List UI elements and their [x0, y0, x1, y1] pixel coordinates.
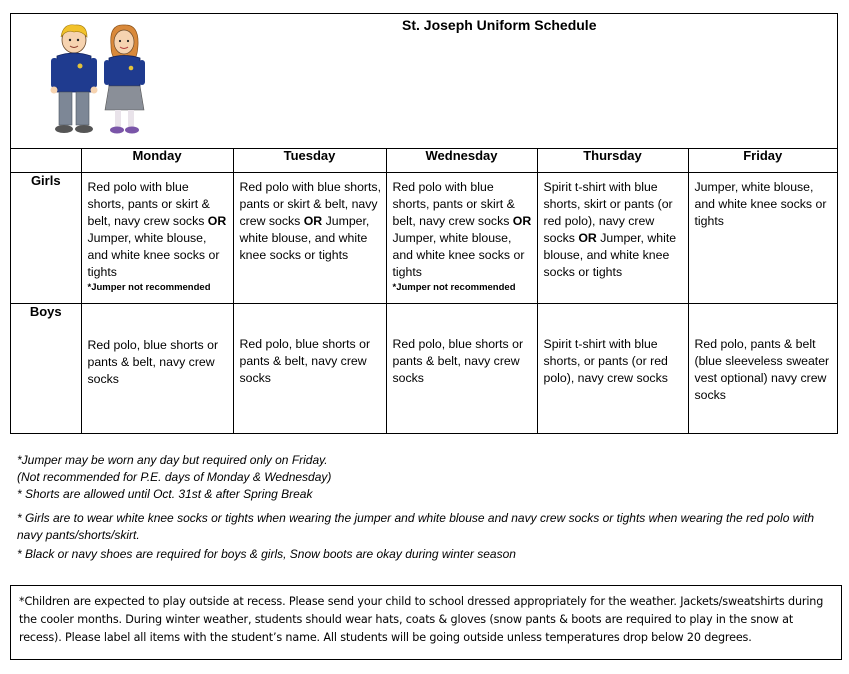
day-header-monday: Monday — [81, 148, 233, 173]
row-label-boys: Boys — [11, 304, 81, 435]
uniform-text: Red polo with blue shorts, pants or skirt & belt, navy crew socks — [87, 180, 210, 228]
uniform-text: Jumper, white blouse, and white knee socks or tights — [694, 180, 827, 228]
or-keyword: OR — [303, 214, 323, 228]
day-header-wednesday: Wednesday — [386, 148, 537, 173]
girl-figure — [104, 25, 145, 134]
day-header-tuesday: Tuesday — [233, 148, 386, 173]
row-label-girls: Girls — [11, 173, 81, 304]
boys-tuesday-cell — [233, 304, 386, 435]
uniform-text: Jumper, white blouse, and white knee socks or tights — [87, 231, 220, 279]
jumper-note: *Jumper not recommended — [392, 282, 516, 293]
footnote-jumper — [17, 452, 331, 503]
corner-cell — [11, 148, 81, 173]
boys-friday-cell — [688, 304, 837, 435]
girls-monday-cell — [81, 173, 233, 304]
jumper-note: *Jumper not recommended — [87, 282, 211, 293]
schedule-title: St. Joseph Uniform Schedule — [402, 17, 597, 33]
recess-note-box: *Children are expected to play outside at recess. Please send your child to school dressed appropriately for the weather. Jackets/sweatshirts during the cooler months. During winter weather, students should wear hats, coats & gloves (snow pants & boots are required to play in the snow at recess). Please label all items with the student’s name. All students will be going outside unless temperatures drop below 20 degrees. — [10, 585, 842, 660]
day-header-thursday: Thursday — [537, 148, 688, 173]
students-clipart-image — [47, 20, 151, 138]
boys-wednesday-cell — [386, 304, 537, 435]
footnote-shoes: * Black or navy shoes are required for boys & girls, Snow boots are okay during winter season — [17, 547, 516, 561]
footnote-jumper-line2: (Not recommended for P.E. days of Monday & Wednesday) — [17, 470, 332, 484]
boy-figure — [51, 25, 98, 133]
or-keyword: OR — [207, 214, 227, 228]
schedule-header — [11, 14, 837, 149]
uniform-text: Red polo, blue shorts or pants & belt, navy crew socks — [392, 337, 524, 385]
uniform-text: Red polo with blue shorts, pants or skirt & belt, navy crew socks — [239, 180, 381, 228]
uniform-text: Jumper, white blouse, and white knee socks or tights — [543, 231, 677, 279]
girls-tuesday-cell — [233, 173, 386, 304]
girls-friday-cell — [688, 173, 837, 304]
uniform-text: Red polo, blue shorts or pants & belt, navy crew socks — [239, 337, 371, 385]
or-keyword: OR — [512, 214, 532, 228]
uniform-text: Spirit t-shirt with blue shorts, skirt or pants (or red polo), navy crew socks — [543, 180, 673, 245]
or-keyword: OR — [578, 231, 597, 245]
footnote-shorts: * Shorts are allowed until Oct. 31st & after Spring Break — [17, 487, 313, 501]
footnote-jumper-line1: *Jumper may be worn any day but required only on Friday. — [17, 453, 328, 467]
girls-wednesday-cell — [386, 173, 537, 304]
uniform-text: Spirit t-shirt with blue shorts, or pants (or red polo), navy crew socks — [543, 337, 668, 385]
uniform-text: Red polo with blue shorts, pants or skirt & belt, navy crew socks — [392, 180, 515, 228]
footnote-girls-socks: * Girls are to wear white knee socks or tights when wearing the jumper and white blouse and navy crew socks or tights when wearing the red polo with navy pants/shorts/skirt. — [17, 511, 815, 542]
uniform-text: Red polo, blue shorts or pants & belt, navy crew socks — [87, 338, 219, 386]
uniform-text: Red polo, pants & belt (blue sleeveless sweater vest optional) navy crew socks — [694, 337, 830, 402]
uniform-text: Jumper, white blouse, and white knee socks or tights — [392, 231, 525, 279]
boys-thursday-cell — [537, 304, 688, 435]
uniform-text: Jumper, white blouse, and white knee socks or tights — [239, 214, 370, 262]
boys-monday-cell — [81, 304, 233, 435]
day-header-friday: Friday — [688, 148, 837, 173]
girls-thursday-cell — [537, 173, 688, 304]
schedule-grid — [11, 148, 837, 434]
uniform-schedule-table — [10, 13, 838, 434]
